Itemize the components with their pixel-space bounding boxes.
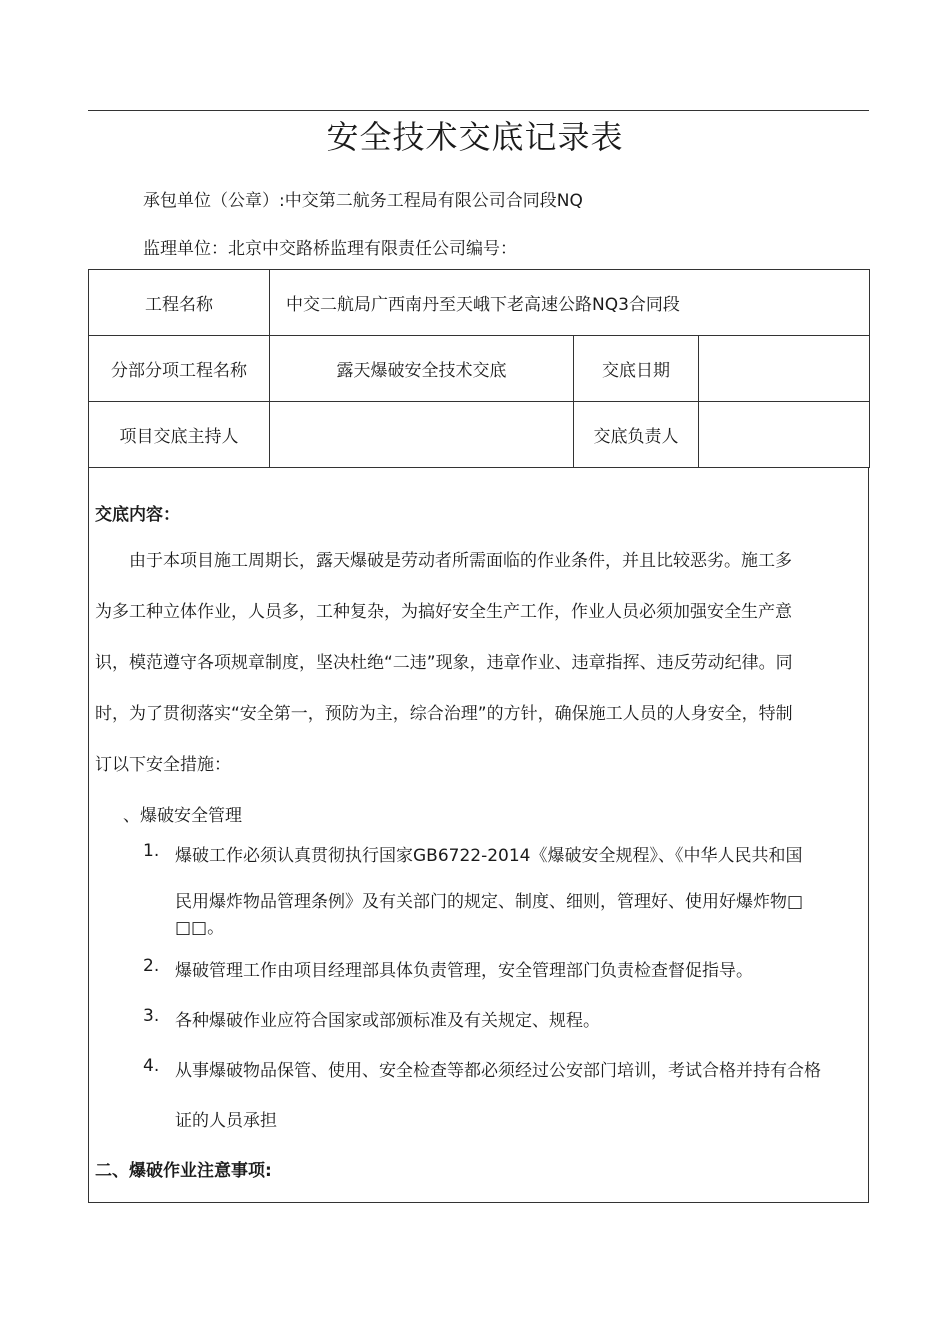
table-row [89,270,870,336]
document-title: 安全技术交底记录表 [326,118,624,156]
paragraph-line: 订以下安全措施： [95,755,231,775]
list-item-line: 从事爆破物品保管、使用、安全检查等都必须经过公安部门培训，考试合格并持有合格 [175,1061,821,1081]
top-rule [88,110,869,111]
intro-paragraph [95,536,863,791]
paragraph-line: 由于本项目施工周期长，露天爆破是劳动者所需面临的作业条件，并且比较恶劣。施工多 [95,551,792,571]
paragraph-line: 识，模范遵守各项规章制度，坚决杜绝“二违”现象，违章作业、违章指挥、违反劳动纪律。同 [95,653,793,673]
paragraph-line: 时，为了贯彻落实“安全第一，预防为主，综合治理”的方针，确保施工人员的人身安全，特制 [95,704,793,724]
project-name-value: 中交二航局广西南丹至天峨下老高速公路NQ3合同段 [270,270,870,336]
paragraph-line: 为多工种立体作业，人员多，工种复杂，为搞好安全生产工作，作业人员必须加强安全生产意 [95,602,792,622]
project-name-label: 工程名称 [89,270,270,336]
item-number: 2. [143,956,160,976]
list-item-line: 各种爆破作业应符合国家或部颁标准及有关规定、规程。 [175,1011,600,1031]
list-item-line: 民用爆炸物品管理条例》及有关部门的规定、制度、细则，管理好、使用好爆炸物□ [175,892,804,912]
list-item-line: 爆破管理工作由项目经理部具体负责管理，安全管理部门负责检查督促指导。 [175,961,753,981]
host-label: 项目交底主持人 [89,402,270,468]
table-row [89,402,870,468]
section-heading-2: 二、爆破作业注意事项: [95,1161,272,1181]
section-heading-1: 、爆破安全管理 [123,806,242,826]
responsible-label: 交底负责人 [574,402,699,468]
subproject-value: 露天爆破安全技术交底 [270,336,574,402]
item-number: 3. [143,1006,160,1026]
content-heading: 交底内容： [95,505,180,525]
date-label: 交底日期 [574,336,699,402]
list-item-line: 爆破工作必须认真贯彻执行国家GB6722-2014《爆破安全规程》、《中华人民共和国 [175,846,803,866]
supervisor-line: 监理单位：北京中交路桥监理有限责任公司编号： [143,239,517,259]
item-number: 4. [143,1056,160,1076]
list-item-line: □□。 [175,918,225,938]
list-item-line: 证的人员承担 [175,1111,277,1131]
date-value[interactable] [699,336,870,402]
content-box [88,467,869,1203]
info-table [88,269,870,468]
table-row [89,336,870,402]
responsible-value[interactable] [699,402,870,468]
item-number: 1. [143,841,160,861]
subproject-label: 分部分项工程名称 [89,336,270,402]
contractor-line: 承包单位（公章）:中交第二航务工程局有限公司合同段NQ [143,191,583,211]
host-value[interactable] [270,402,574,468]
